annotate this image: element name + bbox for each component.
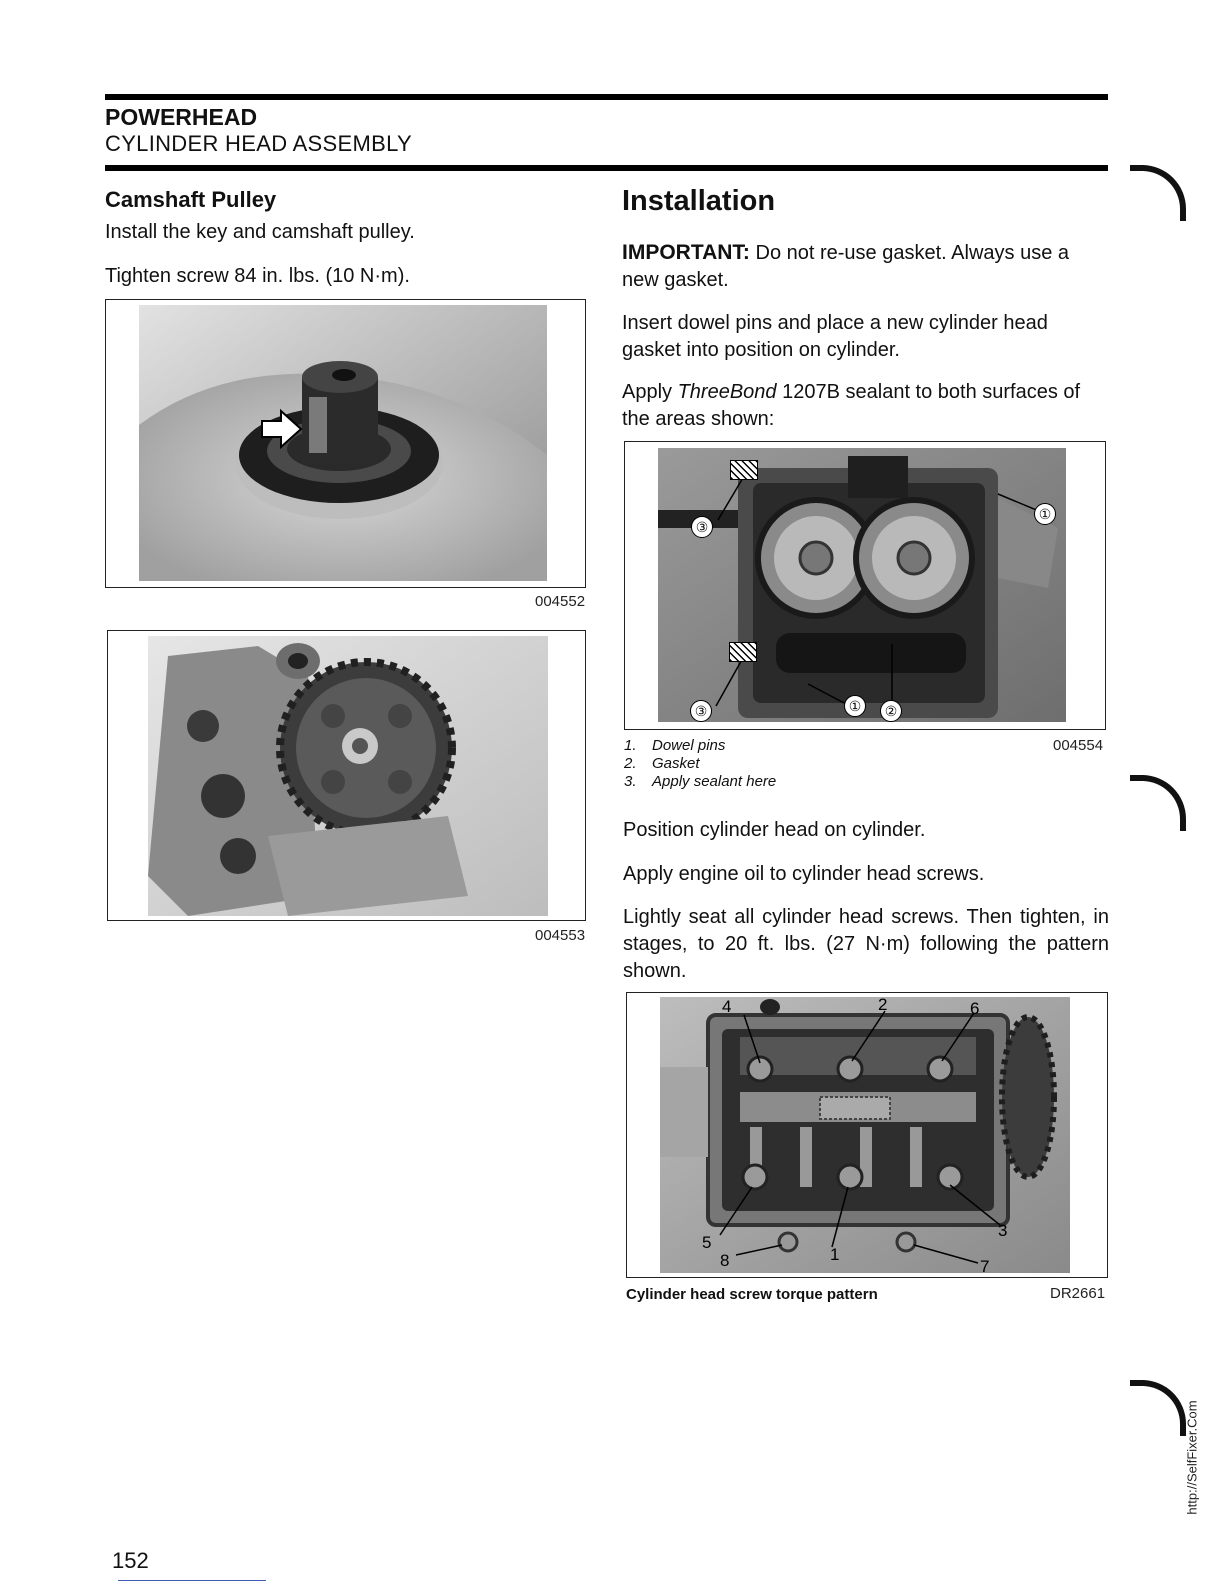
legend-item-text: Gasket — [652, 755, 700, 772]
camshaft-gear-photo — [148, 636, 548, 916]
callout-sealant-bottom: ③ — [690, 700, 712, 722]
legend-item-1 — [624, 737, 725, 755]
torque-label-8: 8 — [720, 1251, 730, 1270]
camshaft-gear-figure — [107, 630, 586, 921]
callout-dowel-pin-top: ① — [1034, 503, 1056, 525]
binding-mark — [1130, 775, 1186, 831]
installation-heading: Installation — [622, 185, 776, 217]
subsection-title: CYLINDER HEAD ASSEMBLY — [105, 131, 412, 156]
torque-label-1: 1 — [830, 1245, 840, 1264]
important-note — [622, 239, 1108, 294]
torque-label-7: 7 — [980, 1257, 990, 1276]
page-number-underline — [118, 1580, 266, 1581]
figure-number-004554: 004554 — [1053, 737, 1104, 754]
legend-item-text: Dowel pins — [652, 737, 726, 754]
figure-number-004553: 004553 — [535, 927, 586, 944]
sealant-area-marker-bottom — [729, 642, 757, 662]
section-title: POWERHEAD — [105, 104, 258, 130]
legend-item-number: 3. — [624, 773, 637, 790]
torque-pattern-figure — [626, 992, 1108, 1278]
legend-item-2 — [624, 755, 700, 773]
torque-pattern-photo — [660, 997, 1070, 1273]
torque-label-4: 4 — [722, 997, 732, 1016]
seat-screws-text: Lightly seat all cylinder head screws. Then tighten, in stages, to 20 ft. lbs. (27 N·m) following the pattern shown. — [623, 906, 1109, 982]
binding-mark — [1130, 1380, 1186, 1436]
apply-sealant-post: 1207B sealant to both surfaces of the areas shown: — [622, 381, 1081, 430]
callout-dowel-pin-bottom: ① — [844, 695, 866, 717]
legend-item-3 — [624, 773, 776, 791]
torque-label-6: 6 — [970, 999, 980, 1018]
watermark-url: http://SelfFixer.Com — [1184, 1400, 1200, 1515]
legend-item-number: 1. — [624, 737, 637, 754]
figure-number-004552: 004552 — [535, 593, 586, 610]
torque-label-2: 2 — [878, 995, 888, 1014]
apply-sealant-pre: Apply — [622, 381, 678, 403]
figure-number-dr2661: DR2661 — [1050, 1285, 1106, 1302]
page-number: 152 — [112, 1548, 149, 1573]
position-head-text: Position cylinder head on cylinder. — [623, 819, 926, 841]
torque-label-5: 5 — [702, 1233, 712, 1252]
camshaft-pulley-figure — [105, 299, 586, 588]
binding-mark — [1130, 165, 1186, 221]
sealant-area-marker-top — [730, 460, 758, 480]
apply-sealant-text — [622, 379, 1108, 433]
insert-dowel-text: Insert dowel pins and place a new cylinder head gasket into position on cylinder. — [622, 312, 1048, 361]
torque-label-3: 3 — [998, 1221, 1008, 1240]
cylinder-gasket-figure — [624, 441, 1106, 730]
legend-item-text: Apply sealant here — [652, 773, 777, 790]
cylinder-gasket-photo — [658, 448, 1066, 722]
threebond-brand: ThreeBond — [677, 381, 777, 403]
header-bottom-rule — [105, 165, 1108, 171]
important-label: IMPORTANT: — [622, 241, 750, 264]
tighten-screw-text: Tighten screw 84 in. lbs. (10 N·m). — [105, 265, 410, 287]
legend-item-number: 2. — [624, 755, 637, 772]
torque-pattern-caption: Cylinder head screw torque pattern — [626, 1286, 878, 1303]
install-key-text: Install the key and camshaft pulley. — [105, 221, 415, 243]
callout-sealant-top: ③ — [691, 516, 713, 538]
camshaft-pulley-heading: Camshaft Pulley — [105, 187, 277, 212]
camshaft-seal-photo — [139, 305, 547, 581]
apply-oil-text: Apply engine oil to cylinder head screws. — [623, 863, 985, 885]
important-text: Do not re-use gasket. Always use a new gasket. — [622, 242, 1069, 291]
callout-gasket: ② — [880, 700, 902, 722]
header-top-rule — [105, 94, 1108, 100]
